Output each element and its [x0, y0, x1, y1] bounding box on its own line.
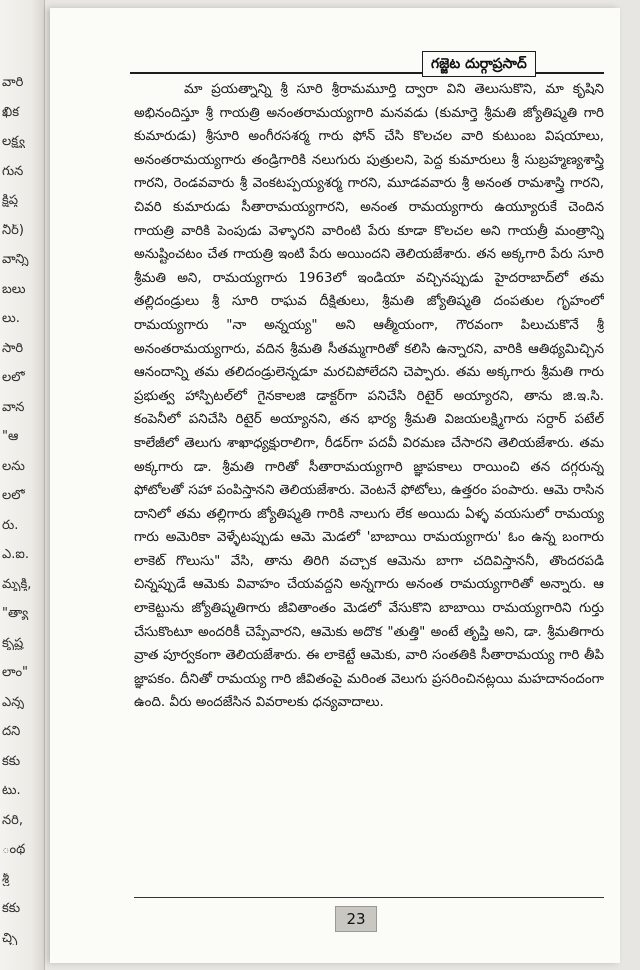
facing-page-fragment: వారి [2, 76, 24, 89]
facing-page-fragment: క్షిప్త [2, 194, 19, 207]
facing-page-fragment: ఎన్న [2, 695, 25, 709]
footer-rule [134, 897, 604, 898]
book-page [50, 8, 620, 963]
facing-page-fragment: కృష్ణ [2, 636, 24, 650]
facing-page-fragment: చ్చి [2, 931, 18, 945]
facing-page-fragment: గున [2, 164, 24, 178]
facing-page-fragment: మృక్తి, [2, 577, 32, 591]
facing-page-fragment: ఖిక [2, 105, 19, 119]
facing-page-fragment: సారి [2, 341, 24, 355]
page-number: 23 [335, 906, 377, 932]
facing-page-fragment: లలో [2, 371, 25, 384]
facing-page-fragment: శ్రీ [2, 872, 10, 886]
facing-page-fragment: లను [2, 459, 25, 473]
facing-page-fragment: బలు [2, 282, 26, 296]
facing-page-fragment: "త్యా [2, 607, 29, 620]
facing-page-fragment: దని [2, 725, 21, 738]
facing-page-fragment: ఎ.ఐ. [2, 548, 29, 561]
author-name-box: గజ్జెట దుర్గాప్రసాద్ [422, 51, 536, 77]
facing-page-fragment: రు. [2, 518, 19, 532]
facing-page-fragment: నరి, [2, 813, 23, 827]
facing-page-fragment: వాన్ని [2, 253, 29, 266]
body-paragraph: మా ప్రయత్నాన్ని శ్రీ సూరి శ్రీరామమూర్తి ద్వారా విని తెలుసుకొని, మా కృషిని అభినందిస్తూ శ్రీ గాయత్రి అనంతరామయ్యగారి మనవడు (కుమార్తె శ్రీమతి జ్యోతిష్మతి గారి కుమారుడు) శ్రీసూరి అంగీరసశర్మ గారు ఫోన్ చేసి కొలచల వారి కుటుంబ విషయాలు, అనంతరామయ్యగారు తండ్రిగారికి నలుగురు పుత్రులని, పెద్ద కుమారులు శ్రీ సుబ్రహ్మణ్యశాస్త్రి గారని, రెండవవారు శ్రీ వెంకటప్పయ్యశర్మ గారని, మూడవవారు శ్రీ అనంత రామశాస్త్రి గారని, చివరి కుమారుడు సీతారామయ్యగారని, అనంత రామయ్యగారు ఉయ్యూరుకే చెందిన గాయత్రి వారికి పెంపుడు వెళ్ళారని వారింటి పేరు కూడా కొలచల అని గాయత్రీ మంత్రాన్ని అనుష్టించటం చేత గాయత్రి ఇంటి పేరు అయిందని తెలియజేశారు. తన అక్కగారి పేరు సూరి శ్రీమతి అని, రామయ్యగారు 1963లో ఇండియా వచ్చినప్పుడు హైదరాబాద్‌లో తమ తల్లిదండ్రులు శ్రీ సూరి రాఘవ దీక్షితులు, శ్రీమతి జ్యోతిష్మతి దంపతుల గృహంలో రామయ్యగారు "నా అన్నయ్య" అని ఆత్మీయంగా, గౌరవంగా పిలుచుకొనే శ్రీ అనంతరామయ్యగారు, వదిన శ్రీమతి సీతమ్మగారితో కలిసి ఉన్నారని, వారికి ఆతిథ్యమిచ్చిన ఆనందాన్ని తమ తలిదండ్రులెన్నడూ మరచిపోలేదని చెప్పారు. తమ అక్కగారు శ్రీమతి గారు ప్రభుత్వ హాస్పిటల్‌లో గైనకాలజి డాక్టర్‌గా పనిచేసి రిటైర్ అయ్యారని, తాను జి.ఇ.సి. కంపెనీలో పనిచేసి రిటైర్ అయ్యానని, తన భార్య శ్రీమతి విజయలక్ష్మిగారు సర్దార్ పటేల్ కాలేజీలో తెలుగు శాఖాధ్యక్షురాలిగా, రీడర్‌గా పదవీ విరమణ చేసారని తెలియజేశారు. తమ అక్కగారు డా. శ్రీమతి గారితో సీతారామయ్యగారి జ్ఞాపకాలు రాయించి తన దగ్గరున్న ఫోటోలతో సహా పంపిస్తానని తెలియజేశారు. వెంటనే ఫోటోలు, ఉత్తరం పంపారు. ఆమె రాసిన దానిలో తమ తల్లిగారు జ్యోతిష్మతి గారికి నాలుగు లేక అయిదు ఏళ్ళ వయసులో రామయ్య గారు అమెరికా వెళ్ళేటప్పుడు ఆమె మెడలో 'బాబాయి రామయ్యగారు' ఓం ఉన్న బంగారు లాకెట్ గొలుసు" వేసి, తాను తిరిగి వచ్చాక ఆమెను బాగా చదివిస్తాననీ, తొందరపడి చిన్నప్పుడే ఆమెకు వివాహం చేయవద్దని అన్నగారు అనంత రామయ్యగారితో అన్నారు. ఆ లాకెట్టును జ్యోతిష్మతిగారు జీవితాంతం మెడలో వేసుకొని బాబాయి రామయ్యగారిని గుర్తు చేసుకొంటూ అందరికీ చెప్పేవారని, ఆమెకు అదొక "తుత్తి" అంటే తృప్తి అని, డా. శ్రీమతిగారు వ్రాత పూర్వకంగా తెలియజేశారు. ఈ లాకెట్టే ఆమెకు, వారి సంతతికి సీతారామయ్య గారి తీపి జ్ఞాపకం. దీనితో రామయ్య గారి జీవితంపై మరింత వెలుగు ప్రసరించినట్లయి మహదానందంగా ఉంది. వీరు అందజేసిన వివరాలకు ధన్యవాదాలు. [134, 82, 604, 711]
facing-page-fragment: లక్ష్య [2, 135, 25, 148]
facing-page-fragment: వాన [2, 400, 25, 414]
facing-page-edge [0, 0, 45, 970]
facing-page-fragment: కకు [2, 754, 21, 768]
body-text [134, 78, 604, 898]
facing-page-fragment: లలో [2, 489, 25, 502]
facing-page-fragment: నీర్) [2, 223, 24, 237]
facing-page-fragment: కకు [2, 902, 21, 915]
facing-page-fragment: ంథ [2, 843, 26, 856]
facing-page-fragment: లు. [2, 312, 20, 325]
facing-page-fragment: "ఆ [2, 430, 19, 443]
facing-page-fragment: టు. [2, 784, 21, 797]
facing-page-fragment: లాం" [2, 666, 29, 679]
